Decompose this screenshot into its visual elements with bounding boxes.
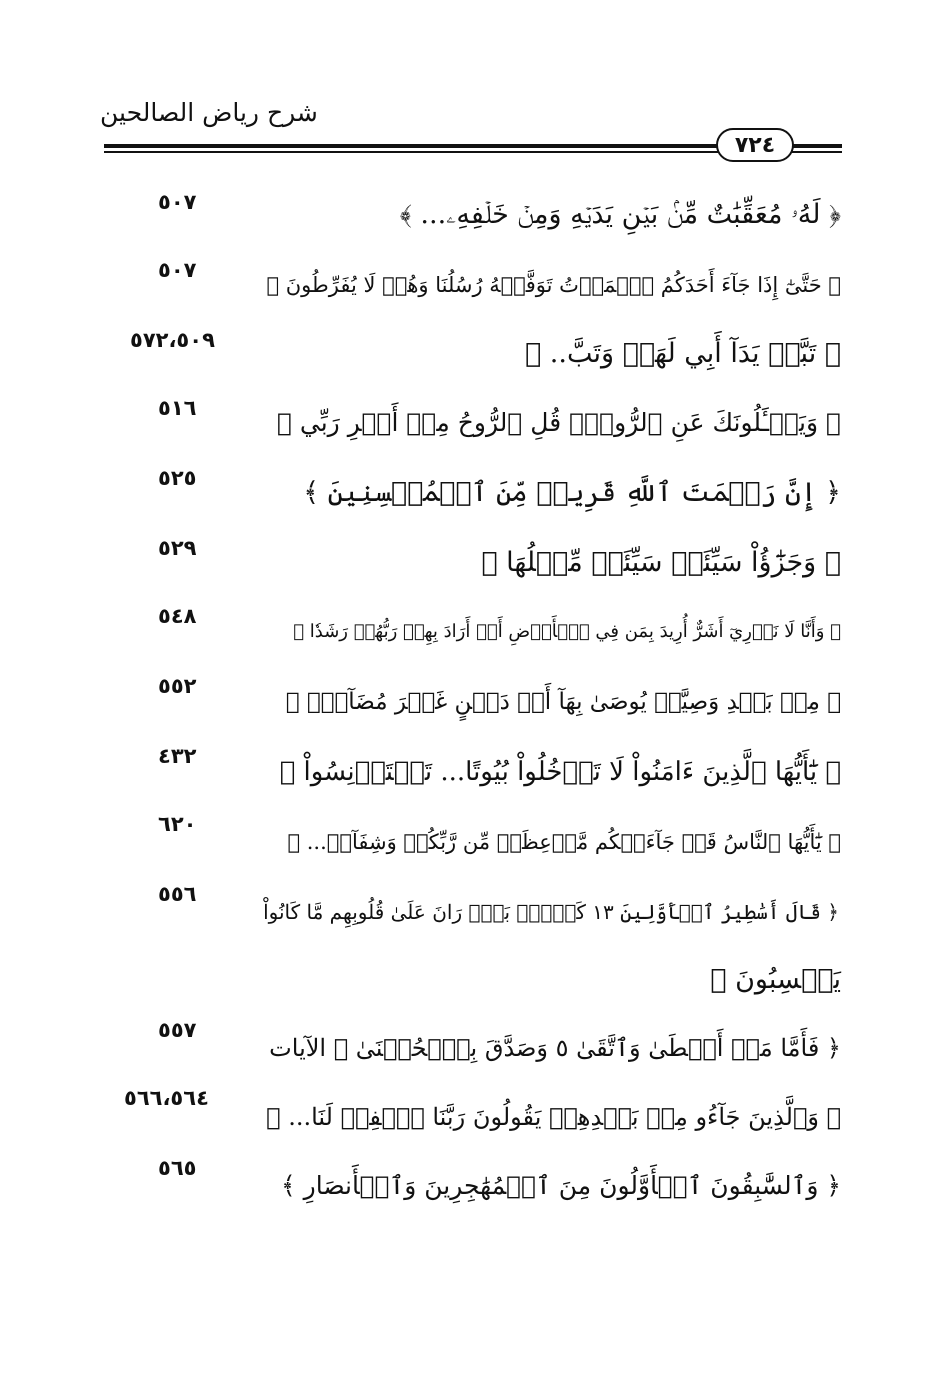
page-number: ٧٢٤ <box>734 132 776 158</box>
verse-text: ﴿ وَأَنَّا لَا نَدۡرِيٓ أَشَرٌّ أُرِيدَ بِمَن فِي ٱلۡأَرۡضِ أَمۡ أَرَادَ بِهِمۡ رَبُّهُمۡ رَشَدٗا ﴾ <box>293 621 841 642</box>
verse-text-continuation: يَكۡسِبُونَ ﴾ <box>710 964 841 995</box>
page-reference: ٥٧٢،٥٠٩ <box>130 328 215 352</box>
verse-text: ﴿ وَٱلسَّٰبِقُونَ ٱلۡأَوَّلُونَ مِنَ ٱلۡمُهَٰجِرِينَ وَٱلۡأَنصَارِ ﴾ <box>281 1171 841 1200</box>
book-title: شرح رياض الصالحين <box>100 98 318 127</box>
verse-text: ﴿ وَجَزَٰٓؤُاْ سَيِّئَةٖ سَيِّئَةٞ مِّثۡلُهَا ﴾ <box>481 547 841 578</box>
verse-text: ﴿ لَهُۥ مُعَقِّبَٰتٌ مِّنۢ بَيۡنِ يَدَيۡهِ وَمِنۡ خَلۡفِهِۦ... ﴾ <box>399 199 841 230</box>
verse-text: ﴿ حَتَّىٰٓ إِذَا جَآءَ أَحَدَكُمُ ٱلۡمَوۡتُ تَوَفَّتۡهُ رُسُلُنَا وَهُمۡ لَا يُفَرِّطُونَ ﴾ <box>266 273 841 297</box>
page-reference: ٥٤٨ <box>158 604 197 628</box>
verse-text: ﴿ مِنۢ بَعۡدِ وَصِيَّةٖ يُوصَىٰ بِهَآ أَوۡ دَيۡنٍ غَيۡرَ مُضَآرّٖ ﴾ <box>285 689 841 715</box>
page-reference: ٥١٦ <box>158 396 197 420</box>
page-reference: ٦٢٠ <box>158 812 197 836</box>
verse-text: ﴿ تَبَّتۡ يَدَآ أَبِي لَهَبٖ وَتَبَّ.. ﴾ <box>525 338 841 369</box>
page-reference: ٥٦٥ <box>158 1156 197 1180</box>
page-reference: ٥٠٧ <box>158 190 197 214</box>
page-reference: ٥٦٦،٥٦٤ <box>124 1086 209 1110</box>
verse-text: ﴿ فَأَمَّا مَنۡ أَعۡطَىٰ وَٱتَّقَىٰ ٥ وَصَدَّقَ بِٱلۡحُسۡنَىٰ ﴾ الآيات <box>269 1034 841 1062</box>
page-reference: ٥٥٦ <box>158 882 197 906</box>
verse-text: ﴿ قَالَ أَسَٰطِيرُ ٱلۡأَوَّلِينَ ١٣ كَلَّاۖ بَلۡۜ رَانَ عَلَىٰ قُلُوبِهِم مَّا كَانُواْ <box>263 900 839 924</box>
page-reference: ٥٢٩ <box>158 536 197 560</box>
page-reference: ٤٣٢ <box>158 744 197 768</box>
verse-text: ﴿ يَٰٓأَيُّهَا ٱلنَّاسُ قَدۡ جَآءَتۡكُم مَّوۡعِظَةٞ مِّن رَّبِّكُمۡ وَشِفَآءٞ... ﴾ <box>287 830 841 854</box>
verse-text: ﴿ وَيَسۡـَٔلُونَكَ عَنِ ٱلرُّوحِۖ قُلِ ٱلرُّوحُ مِنۡ أَمۡرِ رَبِّي ﴾ <box>276 408 841 437</box>
page-number-badge <box>716 128 794 162</box>
page-reference: ٥٠٧ <box>158 258 197 282</box>
page-reference: ٥٥٢ <box>158 674 197 698</box>
verse-text: ﴿ يَٰٓأَيُّهَا ٱلَّذِينَ ءَامَنُواْ لَا تَدۡخُلُواْ بُيُوتًا... تَسۡتَأۡنِسُواْ ﴾ <box>279 757 841 787</box>
page-reference: ٥٢٥ <box>158 466 197 490</box>
page-reference: ٥٥٧ <box>158 1018 197 1042</box>
verse-text: ﴿ إِنَّ رَحۡمَتَ ٱللَّهِ قَرِيبٞ مِّنَ ٱلۡمُحۡسِنِينَ ﴾ <box>303 477 841 508</box>
verse-text: ﴿ وَٱلَّذِينَ جَآءُو مِنۢ بَعۡدِهِمۡ يَقُولُونَ رَبَّنَا ٱغۡفِرۡ لَنَا... ﴾ <box>266 1103 841 1131</box>
